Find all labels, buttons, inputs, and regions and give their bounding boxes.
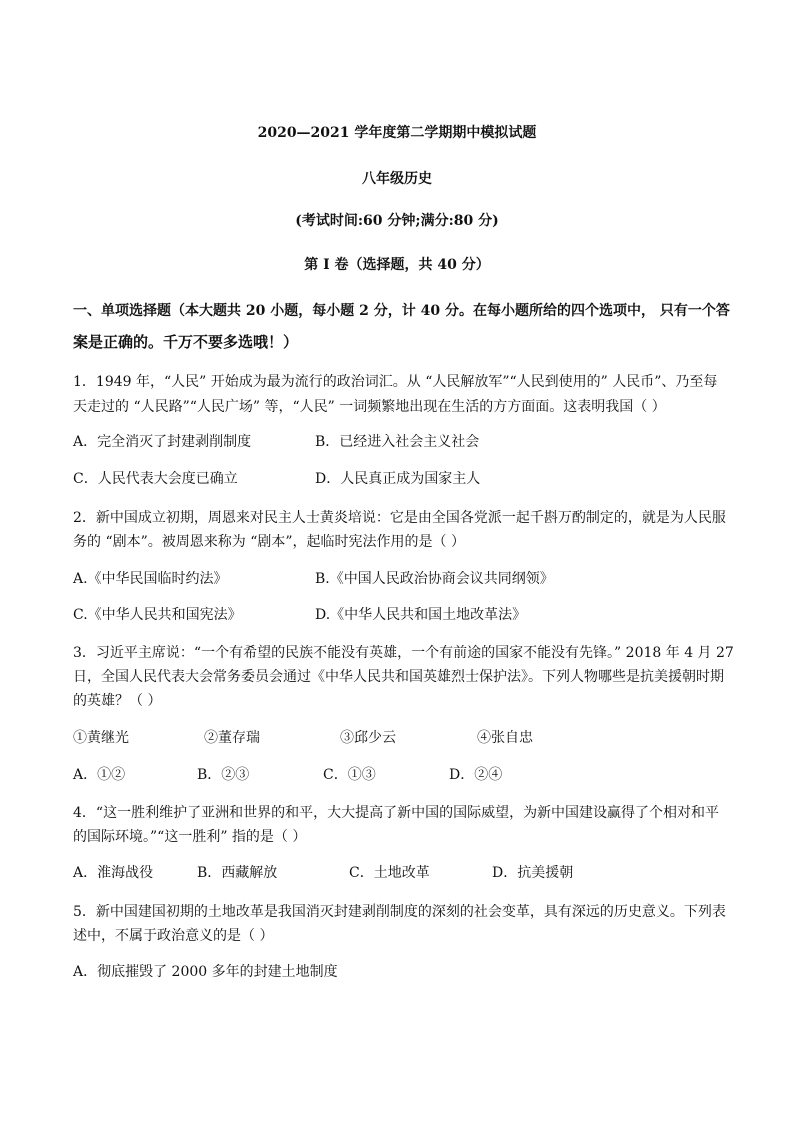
question-3-item-3: ③邱少云 [340,730,396,746]
exam-subject: 八年级历史 [362,171,432,187]
question-2-option-a: A.《中华民国临时约法》 [73,571,228,587]
question-1-option-c: C．人民代表大会度已确立 [73,471,238,487]
question-5-line-2: 述中，不属于政治意义的是（ ） [73,928,274,944]
question-3-option-a: A．①② [73,767,126,783]
question-3-line-3: 的英雄？（ ） [73,693,162,709]
question-3-option-c: C．①③ [323,767,376,783]
question-3-item-2: ②董存瑞 [204,730,260,746]
question-4-option-d: D．抗美援朝 [492,865,574,881]
question-4-line-1: 4．“这一胜利维护了亚洲和世界的和平，大大提高了新中国的国际威望，为新中国建设赢得了个相对和平 [73,805,720,821]
question-1-line-2: 天走过的 “人民路”“人民广场” 等，“人民” 一词频繁地出现在生活的方方面面。这表明我国（ ） [73,399,666,415]
question-2-line-2: 务的 “剧本”。被周恩来称为 “剧本”，起临时宪法作用的是（ ） [73,534,465,550]
question-1-option-d: D．人民真正成为国家主人 [315,471,481,487]
question-2-option-d: D.《中华人民共和国土地改革法》 [315,607,527,623]
question-3-line-1: 3．习近平主席说：“一个有希望的民族不能没有英雄，一个有前途的国家不能没有先锋。” 2018 年 4 月 27 [73,645,734,661]
question-5-option-a: A．彻底摧毁了 2000 多年的封建土地制度 [73,964,338,980]
question-1-option-a: A．完全消灭了封建剥削制度 [73,434,252,450]
exam-title: 2020—2021 学年度第二学期期中模拟试题 [257,125,537,141]
question-4-option-a: A．淮海战役 [73,865,154,881]
section-heading-line1: 一、单项选择题（本大题共 20 小题，每小题 2 分，计 40 分。在每小题所给的四个选项中， 只有一个答 [73,303,730,319]
question-1-option-b: B．已经进入社会主义社会 [315,434,480,450]
question-3-item-1: ①黄继光 [73,730,129,746]
question-1-line-1: 1．1949 年，“人民” 开始成为最为流行的政治词汇。从 “人民解放军”“人民到使用的” 人民币”、乃至每 [73,374,718,390]
question-2-line-1: 2．新中国成立初期，周恩来对民主人士黄炎培说：它是由全国各党派一起千斟万酌制定的，就是为人民服 [73,510,726,526]
question-4-line-2: 的国际环境。”“这一胜利” 指的是（ ） [73,829,307,845]
question-3-option-b: B．②③ [197,767,250,783]
question-2-option-b: B.《中国人民政治协商会议共同纲领》 [315,571,554,587]
volume-heading: 第 I 卷（选择题，共 40 分） [304,257,490,273]
question-4-option-c: C．土地改革 [349,865,430,881]
question-3-item-4: ④张自忠 [477,730,533,746]
exam-info: (考试时间:60 分钟;满分:80 分) [295,213,499,229]
section-heading-line2: 案是正确的。千万不要多选哦！） [73,333,299,351]
question-2-option-c: C.《中华人民共和国宪法》 [73,607,242,623]
question-3-line-2: 日，全国人民代表大会常务委员会通过《中华人民共和国英雄烈士保护法》。下列人物哪些是抗美援朝时期 [73,669,724,685]
question-3-option-d: D．②④ [449,767,503,783]
question-5-line-1: 5．新中国建国初期的土地改革是我国消灭封建剥削制度的深刻的社会变革，具有深远的历史意义。下列表 [73,904,726,920]
question-4-option-b: B．西藏解放 [197,865,278,881]
